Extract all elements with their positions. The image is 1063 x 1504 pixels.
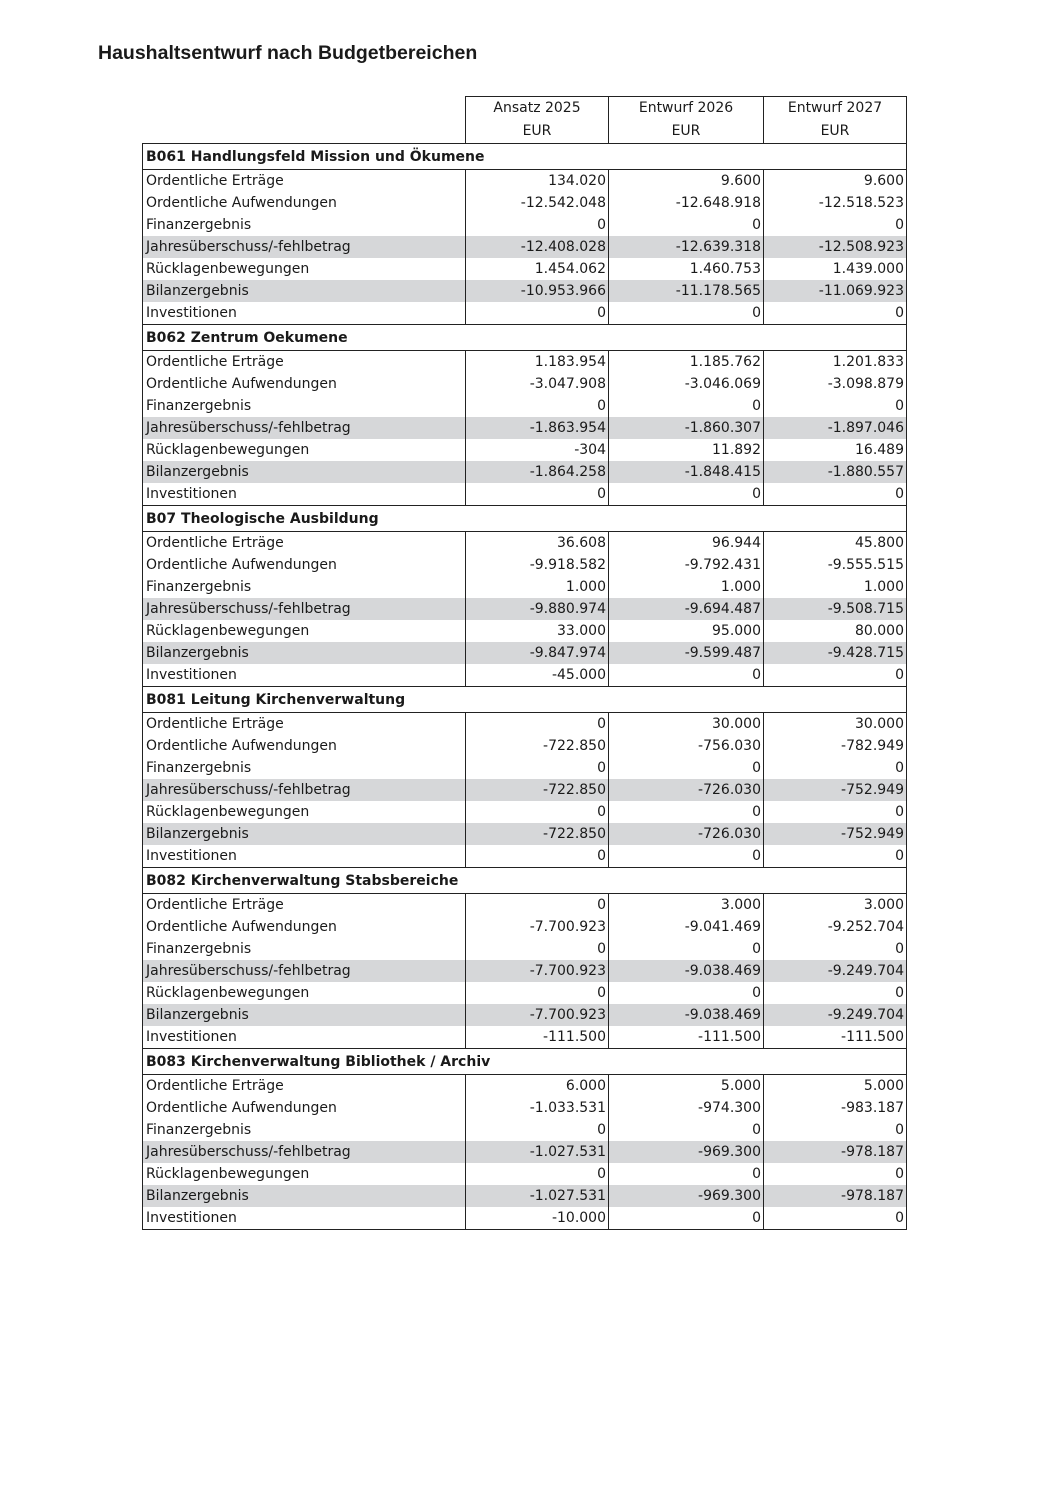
table-row — [143, 620, 907, 642]
row-label: Finanzergebnis — [143, 938, 466, 960]
value-cell: -9.792.431 — [609, 554, 764, 576]
row-label: Rücklagenbewegungen — [143, 982, 466, 1004]
row-label: Investitionen — [143, 1207, 466, 1230]
value-cell: -974.300 — [609, 1097, 764, 1119]
value-cell: 0 — [764, 938, 907, 960]
value-cell: -1.864.258 — [466, 461, 609, 483]
value-cell: 0 — [764, 982, 907, 1004]
column-header-entwurf-2026 — [609, 97, 764, 144]
value-cell: 0 — [764, 757, 907, 779]
value-cell: -9.041.469 — [609, 916, 764, 938]
value-cell: -10.953.966 — [466, 280, 609, 302]
row-label: Rücklagenbewegungen — [143, 439, 466, 461]
table-row — [143, 461, 907, 483]
row-label: Bilanzergebnis — [143, 642, 466, 664]
value-cell: -978.187 — [764, 1185, 907, 1207]
row-label: Rücklagenbewegungen — [143, 258, 466, 280]
table-row — [143, 713, 907, 736]
table-row — [143, 373, 907, 395]
value-cell: 0 — [466, 845, 609, 868]
value-cell: 0 — [609, 214, 764, 236]
value-cell: -782.949 — [764, 735, 907, 757]
value-cell: 0 — [609, 801, 764, 823]
table-header — [143, 97, 907, 144]
value-cell: 16.489 — [764, 439, 907, 461]
value-cell: -3.047.908 — [466, 373, 609, 395]
row-label: Jahresüberschuss/-fehlbetrag — [143, 779, 466, 801]
section-header-row — [143, 506, 907, 532]
value-cell: 0 — [609, 302, 764, 325]
row-label: Jahresüberschuss/-fehlbetrag — [143, 1141, 466, 1163]
table-row — [143, 417, 907, 439]
value-cell: 0 — [609, 1163, 764, 1185]
row-label: Investitionen — [143, 845, 466, 868]
value-cell: -9.599.487 — [609, 642, 764, 664]
value-cell: 0 — [466, 395, 609, 417]
value-cell: -969.300 — [609, 1141, 764, 1163]
value-cell: 30.000 — [609, 713, 764, 736]
page-title: Haushaltsentwurf nach Budgetbereichen — [98, 42, 478, 64]
table-row — [143, 598, 907, 620]
value-cell: 0 — [609, 938, 764, 960]
value-cell: -111.500 — [764, 1026, 907, 1049]
value-cell: 1.000 — [609, 576, 764, 598]
value-cell: 95.000 — [609, 620, 764, 642]
value-cell: 1.000 — [764, 576, 907, 598]
value-cell: 134.020 — [466, 170, 609, 193]
value-cell: 0 — [764, 1207, 907, 1230]
row-label: Bilanzergebnis — [143, 1004, 466, 1026]
value-cell: 0 — [764, 483, 907, 506]
value-cell: 36.608 — [466, 532, 609, 555]
table-row — [143, 554, 907, 576]
value-cell: 5.000 — [764, 1075, 907, 1098]
table-row — [143, 351, 907, 374]
value-cell: 0 — [764, 664, 907, 687]
value-cell: -11.178.565 — [609, 280, 764, 302]
value-cell: -1.860.307 — [609, 417, 764, 439]
row-label: Rücklagenbewegungen — [143, 1163, 466, 1185]
column-year: Ansatz 2025 — [493, 100, 581, 116]
table-row — [143, 395, 907, 417]
value-cell: 1.000 — [466, 576, 609, 598]
section-title: B062 Zentrum Oekumene — [143, 325, 907, 351]
row-label: Bilanzergebnis — [143, 461, 466, 483]
value-cell: -9.038.469 — [609, 1004, 764, 1026]
row-label: Investitionen — [143, 483, 466, 506]
value-cell: -722.850 — [466, 823, 609, 845]
row-label: Ordentliche Aufwendungen — [143, 554, 466, 576]
value-cell: 0 — [764, 845, 907, 868]
table-row — [143, 483, 907, 506]
table-row — [143, 1004, 907, 1026]
value-cell: -969.300 — [609, 1185, 764, 1207]
table-row — [143, 1097, 907, 1119]
row-label: Ordentliche Erträge — [143, 713, 466, 736]
table-row — [143, 801, 907, 823]
table-row — [143, 439, 907, 461]
value-cell: 1.454.062 — [466, 258, 609, 280]
table-row — [143, 642, 907, 664]
table-row — [143, 236, 907, 258]
header-blank-cell — [143, 97, 466, 144]
value-cell: -9.508.715 — [764, 598, 907, 620]
value-cell: -9.249.704 — [764, 960, 907, 982]
value-cell: -1.863.954 — [466, 417, 609, 439]
row-label: Rücklagenbewegungen — [143, 801, 466, 823]
column-unit: EUR — [820, 123, 850, 139]
value-cell: -1.897.046 — [764, 417, 907, 439]
value-cell: 0 — [466, 1119, 609, 1141]
column-header-ansatz-2025 — [466, 97, 609, 144]
value-cell: -9.847.974 — [466, 642, 609, 664]
row-label: Ordentliche Erträge — [143, 532, 466, 555]
value-cell: -726.030 — [609, 823, 764, 845]
table-row — [143, 214, 907, 236]
table-row — [143, 757, 907, 779]
value-cell: -304 — [466, 439, 609, 461]
value-cell: -722.850 — [466, 735, 609, 757]
table-row — [143, 532, 907, 555]
value-cell: -9.918.582 — [466, 554, 609, 576]
value-cell: -3.046.069 — [609, 373, 764, 395]
table-row — [143, 280, 907, 302]
value-cell: 0 — [764, 1163, 907, 1185]
table-row — [143, 192, 907, 214]
value-cell: 0 — [466, 214, 609, 236]
value-cell: -111.500 — [609, 1026, 764, 1049]
value-cell: 30.000 — [764, 713, 907, 736]
value-cell: 33.000 — [466, 620, 609, 642]
row-label: Jahresüberschuss/-fehlbetrag — [143, 236, 466, 258]
value-cell: 0 — [609, 1207, 764, 1230]
value-cell: -9.880.974 — [466, 598, 609, 620]
row-label: Ordentliche Aufwendungen — [143, 735, 466, 757]
row-label: Ordentliche Erträge — [143, 1075, 466, 1098]
table-row — [143, 1075, 907, 1098]
value-cell: 0 — [609, 982, 764, 1004]
row-label: Finanzergebnis — [143, 214, 466, 236]
value-cell: -1.880.557 — [764, 461, 907, 483]
row-label: Finanzergebnis — [143, 757, 466, 779]
budget-table — [142, 96, 907, 1230]
value-cell: 1.460.753 — [609, 258, 764, 280]
value-cell: 0 — [764, 214, 907, 236]
table-row — [143, 1141, 907, 1163]
value-cell: 0 — [609, 395, 764, 417]
value-cell: 45.800 — [764, 532, 907, 555]
value-cell: -1.848.415 — [609, 461, 764, 483]
value-cell: -983.187 — [764, 1097, 907, 1119]
value-cell: -11.069.923 — [764, 280, 907, 302]
value-cell: -45.000 — [466, 664, 609, 687]
section-header-row — [143, 687, 907, 713]
row-label: Bilanzergebnis — [143, 823, 466, 845]
value-cell: 1.185.762 — [609, 351, 764, 374]
table-row — [143, 982, 907, 1004]
value-cell: -1.033.531 — [466, 1097, 609, 1119]
table-row — [143, 258, 907, 280]
value-cell: 0 — [609, 483, 764, 506]
table-row — [143, 960, 907, 982]
value-cell: -9.038.469 — [609, 960, 764, 982]
value-cell: -9.428.715 — [764, 642, 907, 664]
value-cell: -9.694.487 — [609, 598, 764, 620]
column-header-entwurf-2027 — [764, 97, 907, 144]
table-row — [143, 1119, 907, 1141]
row-label: Ordentliche Aufwendungen — [143, 1097, 466, 1119]
section-title: B061 Handlungsfeld Mission und Ökumene — [143, 144, 907, 170]
table-row — [143, 576, 907, 598]
value-cell: -722.850 — [466, 779, 609, 801]
value-cell: -12.639.318 — [609, 236, 764, 258]
value-cell: 1.439.000 — [764, 258, 907, 280]
value-cell: 0 — [609, 757, 764, 779]
row-label: Ordentliche Aufwendungen — [143, 373, 466, 395]
table-row — [143, 1163, 907, 1185]
value-cell: 96.944 — [609, 532, 764, 555]
value-cell: -3.098.879 — [764, 373, 907, 395]
value-cell: 6.000 — [466, 1075, 609, 1098]
table-row — [143, 845, 907, 868]
row-label: Bilanzergebnis — [143, 280, 466, 302]
table-row — [143, 1207, 907, 1230]
value-cell: 0 — [466, 302, 609, 325]
section-title: B081 Leitung Kirchenverwaltung — [143, 687, 907, 713]
value-cell: 9.600 — [764, 170, 907, 193]
value-cell: -7.700.923 — [466, 1004, 609, 1026]
column-year: Entwurf 2027 — [787, 100, 883, 116]
row-label: Jahresüberschuss/-fehlbetrag — [143, 598, 466, 620]
value-cell: -12.648.918 — [609, 192, 764, 214]
value-cell: -12.408.028 — [466, 236, 609, 258]
value-cell: 0 — [466, 938, 609, 960]
table-row — [143, 938, 907, 960]
section-header-row — [143, 868, 907, 894]
value-cell: 11.892 — [609, 439, 764, 461]
table-row — [143, 735, 907, 757]
value-cell: -9.249.704 — [764, 1004, 907, 1026]
value-cell: 0 — [466, 894, 609, 917]
value-cell: -111.500 — [466, 1026, 609, 1049]
row-label: Finanzergebnis — [143, 1119, 466, 1141]
value-cell: -10.000 — [466, 1207, 609, 1230]
table-row — [143, 1185, 907, 1207]
value-cell: -12.518.523 — [764, 192, 907, 214]
value-cell: 9.600 — [609, 170, 764, 193]
section-title: B083 Kirchenverwaltung Bibliothek / Archiv — [143, 1049, 907, 1075]
row-label: Ordentliche Aufwendungen — [143, 916, 466, 938]
row-label: Ordentliche Erträge — [143, 351, 466, 374]
value-cell: -9.252.704 — [764, 916, 907, 938]
table-row — [143, 823, 907, 845]
value-cell: 0 — [466, 1163, 609, 1185]
value-cell: -1.027.531 — [466, 1141, 609, 1163]
row-label: Finanzergebnis — [143, 576, 466, 598]
value-cell: 1.183.954 — [466, 351, 609, 374]
table-row — [143, 894, 907, 917]
row-label: Investitionen — [143, 664, 466, 687]
value-cell: 1.201.833 — [764, 351, 907, 374]
value-cell: -9.555.515 — [764, 554, 907, 576]
table-body — [143, 144, 907, 1230]
table-row — [143, 779, 907, 801]
value-cell: 0 — [466, 757, 609, 779]
value-cell: 5.000 — [609, 1075, 764, 1098]
table-row — [143, 170, 907, 193]
value-cell: 3.000 — [764, 894, 907, 917]
value-cell: -7.700.923 — [466, 916, 609, 938]
value-cell: 80.000 — [764, 620, 907, 642]
row-label: Investitionen — [143, 302, 466, 325]
value-cell: 0 — [609, 845, 764, 868]
table-row — [143, 664, 907, 687]
section-header-row — [143, 325, 907, 351]
row-label: Jahresüberschuss/-fehlbetrag — [143, 960, 466, 982]
section-title: B082 Kirchenverwaltung Stabsbereiche — [143, 868, 907, 894]
value-cell: 0 — [609, 664, 764, 687]
value-cell: 0 — [466, 801, 609, 823]
value-cell: 0 — [609, 1119, 764, 1141]
row-label: Ordentliche Aufwendungen — [143, 192, 466, 214]
row-label: Ordentliche Erträge — [143, 894, 466, 917]
value-cell: -756.030 — [609, 735, 764, 757]
value-cell: 3.000 — [609, 894, 764, 917]
section-header-row — [143, 144, 907, 170]
row-label: Ordentliche Erträge — [143, 170, 466, 193]
table-row — [143, 916, 907, 938]
row-label: Investitionen — [143, 1026, 466, 1049]
value-cell: 0 — [466, 483, 609, 506]
value-cell: -726.030 — [609, 779, 764, 801]
table-row — [143, 1026, 907, 1049]
column-unit: EUR — [522, 123, 552, 139]
value-cell: -12.508.923 — [764, 236, 907, 258]
value-cell: -978.187 — [764, 1141, 907, 1163]
value-cell: -1.027.531 — [466, 1185, 609, 1207]
value-cell: -12.542.048 — [466, 192, 609, 214]
value-cell: 0 — [764, 302, 907, 325]
row-label: Rücklagenbewegungen — [143, 620, 466, 642]
row-label: Jahresüberschuss/-fehlbetrag — [143, 417, 466, 439]
value-cell: 0 — [466, 982, 609, 1004]
row-label: Bilanzergebnis — [143, 1185, 466, 1207]
value-cell: -752.949 — [764, 779, 907, 801]
value-cell: -7.700.923 — [466, 960, 609, 982]
row-label: Finanzergebnis — [143, 395, 466, 417]
value-cell: -752.949 — [764, 823, 907, 845]
section-header-row — [143, 1049, 907, 1075]
value-cell: 0 — [466, 713, 609, 736]
value-cell: 0 — [764, 801, 907, 823]
value-cell: 0 — [764, 395, 907, 417]
column-year: Entwurf 2026 — [638, 100, 734, 116]
table-row — [143, 302, 907, 325]
column-unit: EUR — [671, 123, 701, 139]
value-cell: 0 — [764, 1119, 907, 1141]
section-title: B07 Theologische Ausbildung — [143, 506, 907, 532]
